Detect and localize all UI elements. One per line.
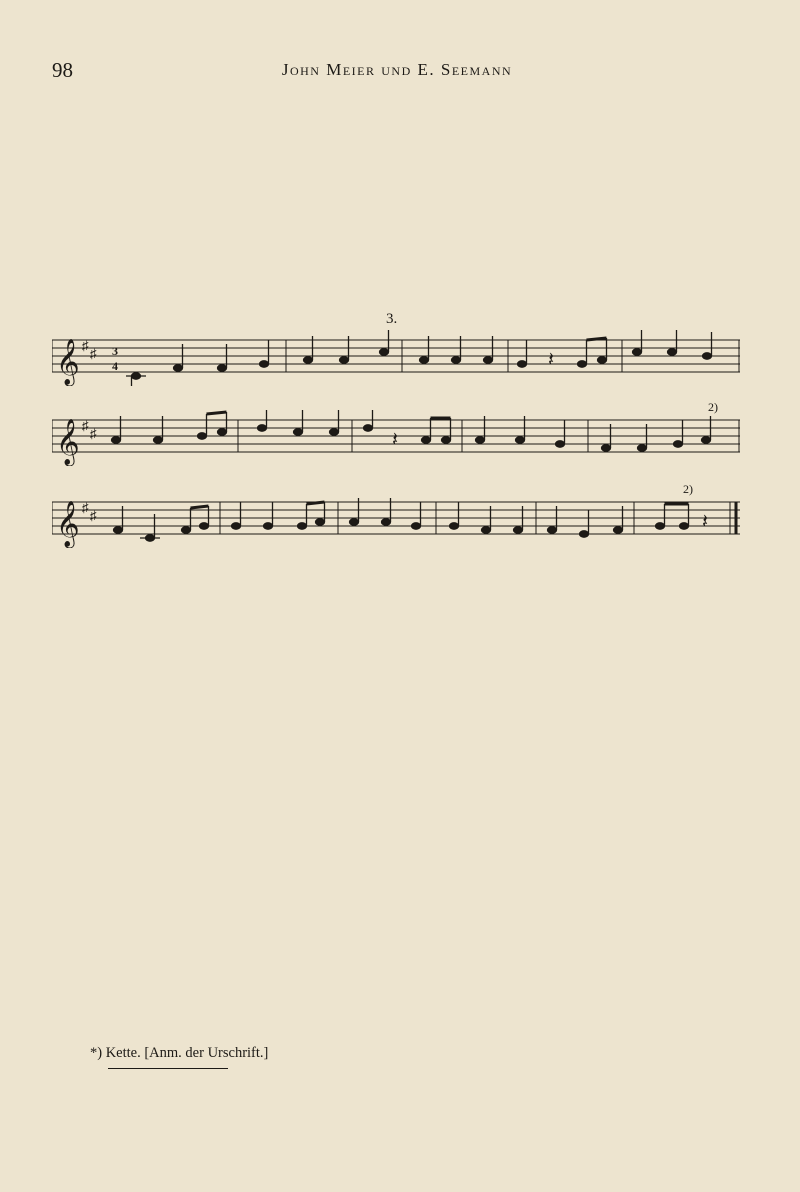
lyrics-line-3 [52,541,740,563]
treble-clef-icon: 𝄞 [56,501,80,547]
music-staff-2 [52,410,740,466]
footnote-mark-2: 2) [708,400,718,414]
page-number: 98 [52,58,73,82]
footnote-mark-2b: 2) [683,482,693,496]
lyrics-line-2 [52,460,740,482]
footnote-divider [108,1068,228,1069]
treble-clef-icon: 𝄞 [56,339,80,385]
quarter-rest-icon: 𝄽 [702,511,709,533]
song-number: 3. [386,311,398,327]
quarter-rest-icon: 𝄽 [392,429,399,451]
svg-text:4: 4 [112,359,118,373]
svg-text:♯: ♯ [90,508,97,523]
quarter-rest-icon: 𝄽 [548,349,555,371]
svg-text:♯: ♯ [82,418,89,433]
svg-text:♯: ♯ [90,426,97,441]
music-staff-1 [52,330,740,386]
svg-text:♯: ♯ [90,346,97,361]
running-title: John Meier und E. Seemann [281,60,513,79]
svg-text:♯: ♯ [82,500,89,515]
svg-text:♯: ♯ [82,338,89,353]
svg-text:3: 3 [112,344,118,358]
lyrics-line-1 [52,384,740,406]
page-header [52,58,742,84]
footnote-star: *) Kette. [Anm. der Urschrift.] [90,1045,269,1061]
treble-clef-icon: 𝄞 [56,419,80,465]
music-staff-3 [52,492,740,548]
